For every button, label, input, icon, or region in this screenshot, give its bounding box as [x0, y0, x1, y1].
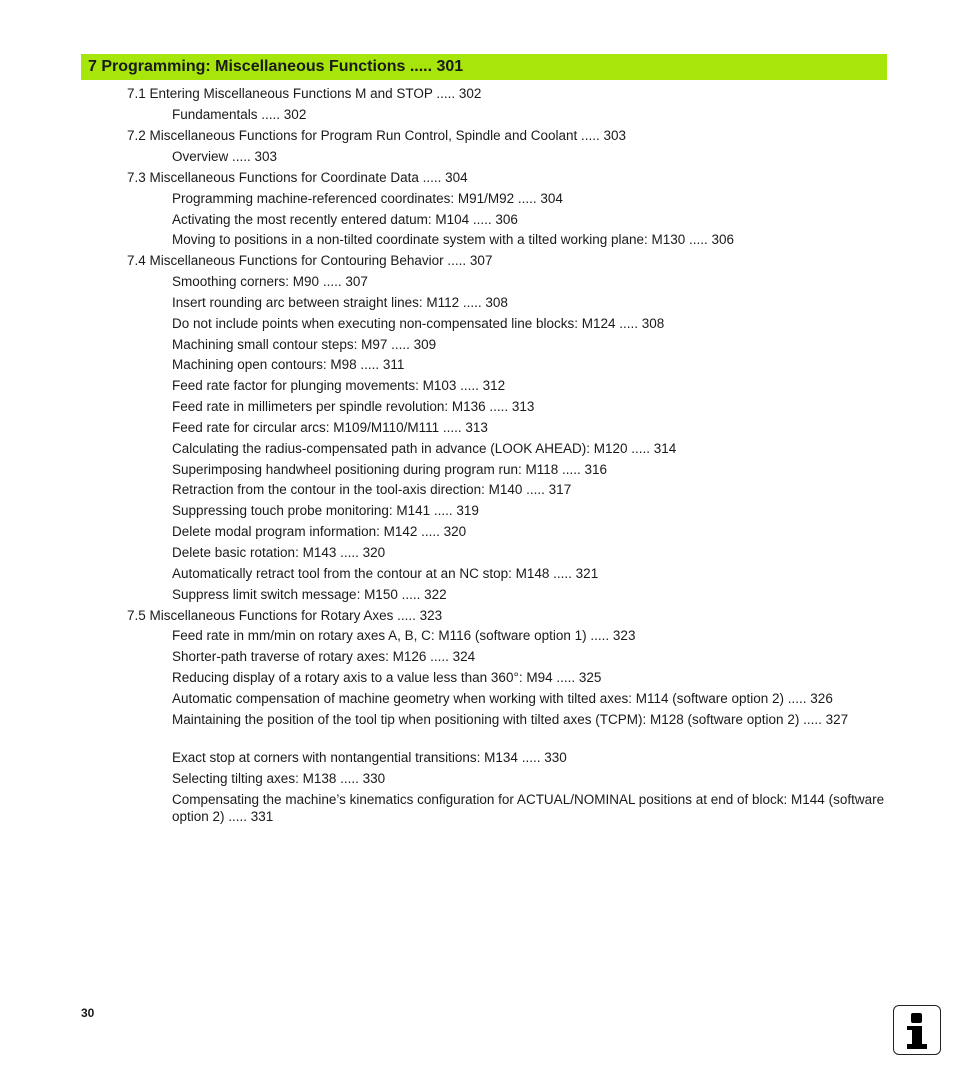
toc-entry[interactable]: Delete modal program information: M142 ..... 320: [172, 524, 467, 539]
toc-entry[interactable]: Do not include points when executing non-compensated line blocks: M124 ..... 308: [172, 316, 665, 331]
toc-entry[interactable]: Calculating the radius-compensated path in advance (LOOK AHEAD): M120 ..... 314: [172, 441, 677, 456]
toc-section[interactable]: 7.2 Miscellaneous Functions for Program Run Control, Spindle and Coolant ..... 303: [127, 128, 627, 143]
toc-entry[interactable]: Retraction from the contour in the tool-axis direction: M140 ..... 317: [172, 482, 572, 497]
toc-section[interactable]: 7.5 Miscellaneous Functions for Rotary Axes ..... 323: [127, 608, 443, 623]
toc-entry[interactable]: Moving to positions in a non-tilted coordinate system with a tilted working plane: M130 ..... 306: [172, 232, 735, 247]
toc-entry[interactable]: Automatically retract tool from the contour at an NC stop: M148 ..... 321: [172, 566, 599, 581]
toc-entry[interactable]: Insert rounding arc between straight lines: M112 ..... 308: [172, 295, 508, 310]
toc-entry[interactable]: Machining open contours: M98 ..... 311: [172, 357, 405, 372]
toc-entry[interactable]: Shorter-path traverse of rotary axes: M126 ..... 324: [172, 649, 476, 664]
chapter-title[interactable]: 7 Programming: Miscellaneous Functions ..... 301: [88, 58, 464, 75]
toc-entry[interactable]: Suppress limit switch message: M150 ..... 322: [172, 587, 447, 602]
toc-entry[interactable]: Feed rate for circular arcs: M109/M110/M111 ..... 313: [172, 420, 488, 435]
toc-entry[interactable]: Selecting tilting axes: M138 ..... 330: [172, 771, 386, 786]
toc-entry[interactable]: Smoothing corners: M90 ..... 307: [172, 274, 368, 289]
toc-section[interactable]: 7.4 Miscellaneous Functions for Contouring Behavior ..... 307: [127, 253, 493, 268]
info-icon: [893, 1005, 941, 1055]
toc-entry[interactable]: Activating the most recently entered datum: M104 ..... 306: [172, 212, 518, 227]
toc-entry[interactable]: Overview ..... 303: [172, 149, 278, 164]
info-icon-dot: [911, 1013, 922, 1023]
toc-entry[interactable]: Fundamentals ..... 302: [172, 107, 307, 122]
info-icon-foot: [907, 1044, 927, 1049]
page-number: 30: [81, 1006, 95, 1020]
toc-entry[interactable]: Automatic compensation of machine geometry when working with tilted axes: M114 (software option 2) ..... 326: [172, 691, 833, 706]
toc-entry[interactable]: Compensating the machine’s kinematics configuration for ACTUAL/NOMINAL positions at end of block: M144 (software option 2) ..... 331: [172, 792, 885, 824]
toc-entry[interactable]: Delete basic rotation: M143 ..... 320: [172, 545, 386, 560]
toc-entry[interactable]: Feed rate factor for plunging movements: M103 ..... 312: [172, 378, 506, 393]
toc-entry[interactable]: Exact stop at corners with nontangential transitions: M134 ..... 330: [172, 750, 567, 765]
toc-entry[interactable]: Machining small contour steps: M97 ..... 309: [172, 337, 437, 352]
chapter-heading-bar: [81, 54, 887, 80]
toc-entry[interactable]: Programming machine-referenced coordinates: M91/M92 ..... 304: [172, 191, 563, 206]
toc-section[interactable]: 7.1 Entering Miscellaneous Functions M and STOP ..... 302: [127, 86, 482, 101]
toc-entry[interactable]: Reducing display of a rotary axis to a value less than 360°: M94 ..... 325: [172, 670, 602, 685]
toc-entry[interactable]: Suppressing touch probe monitoring: M141 ..... 319: [172, 503, 479, 518]
toc-entry[interactable]: Feed rate in millimeters per spindle revolution: M136 ..... 313: [172, 399, 535, 414]
toc-entry[interactable]: Superimposing handwheel positioning during program run: M118 ..... 316: [172, 462, 608, 477]
toc-section[interactable]: 7.3 Miscellaneous Functions for Coordinate Data ..... 304: [127, 170, 468, 185]
toc-entry[interactable]: Feed rate in mm/min on rotary axes A, B, C: M116 (software option 1) ..... 323: [172, 628, 636, 643]
toc-entry[interactable]: Maintaining the position of the tool tip when positioning with tilted axes (TCPM): M128 (software option 2) ..... 327: [172, 712, 849, 727]
